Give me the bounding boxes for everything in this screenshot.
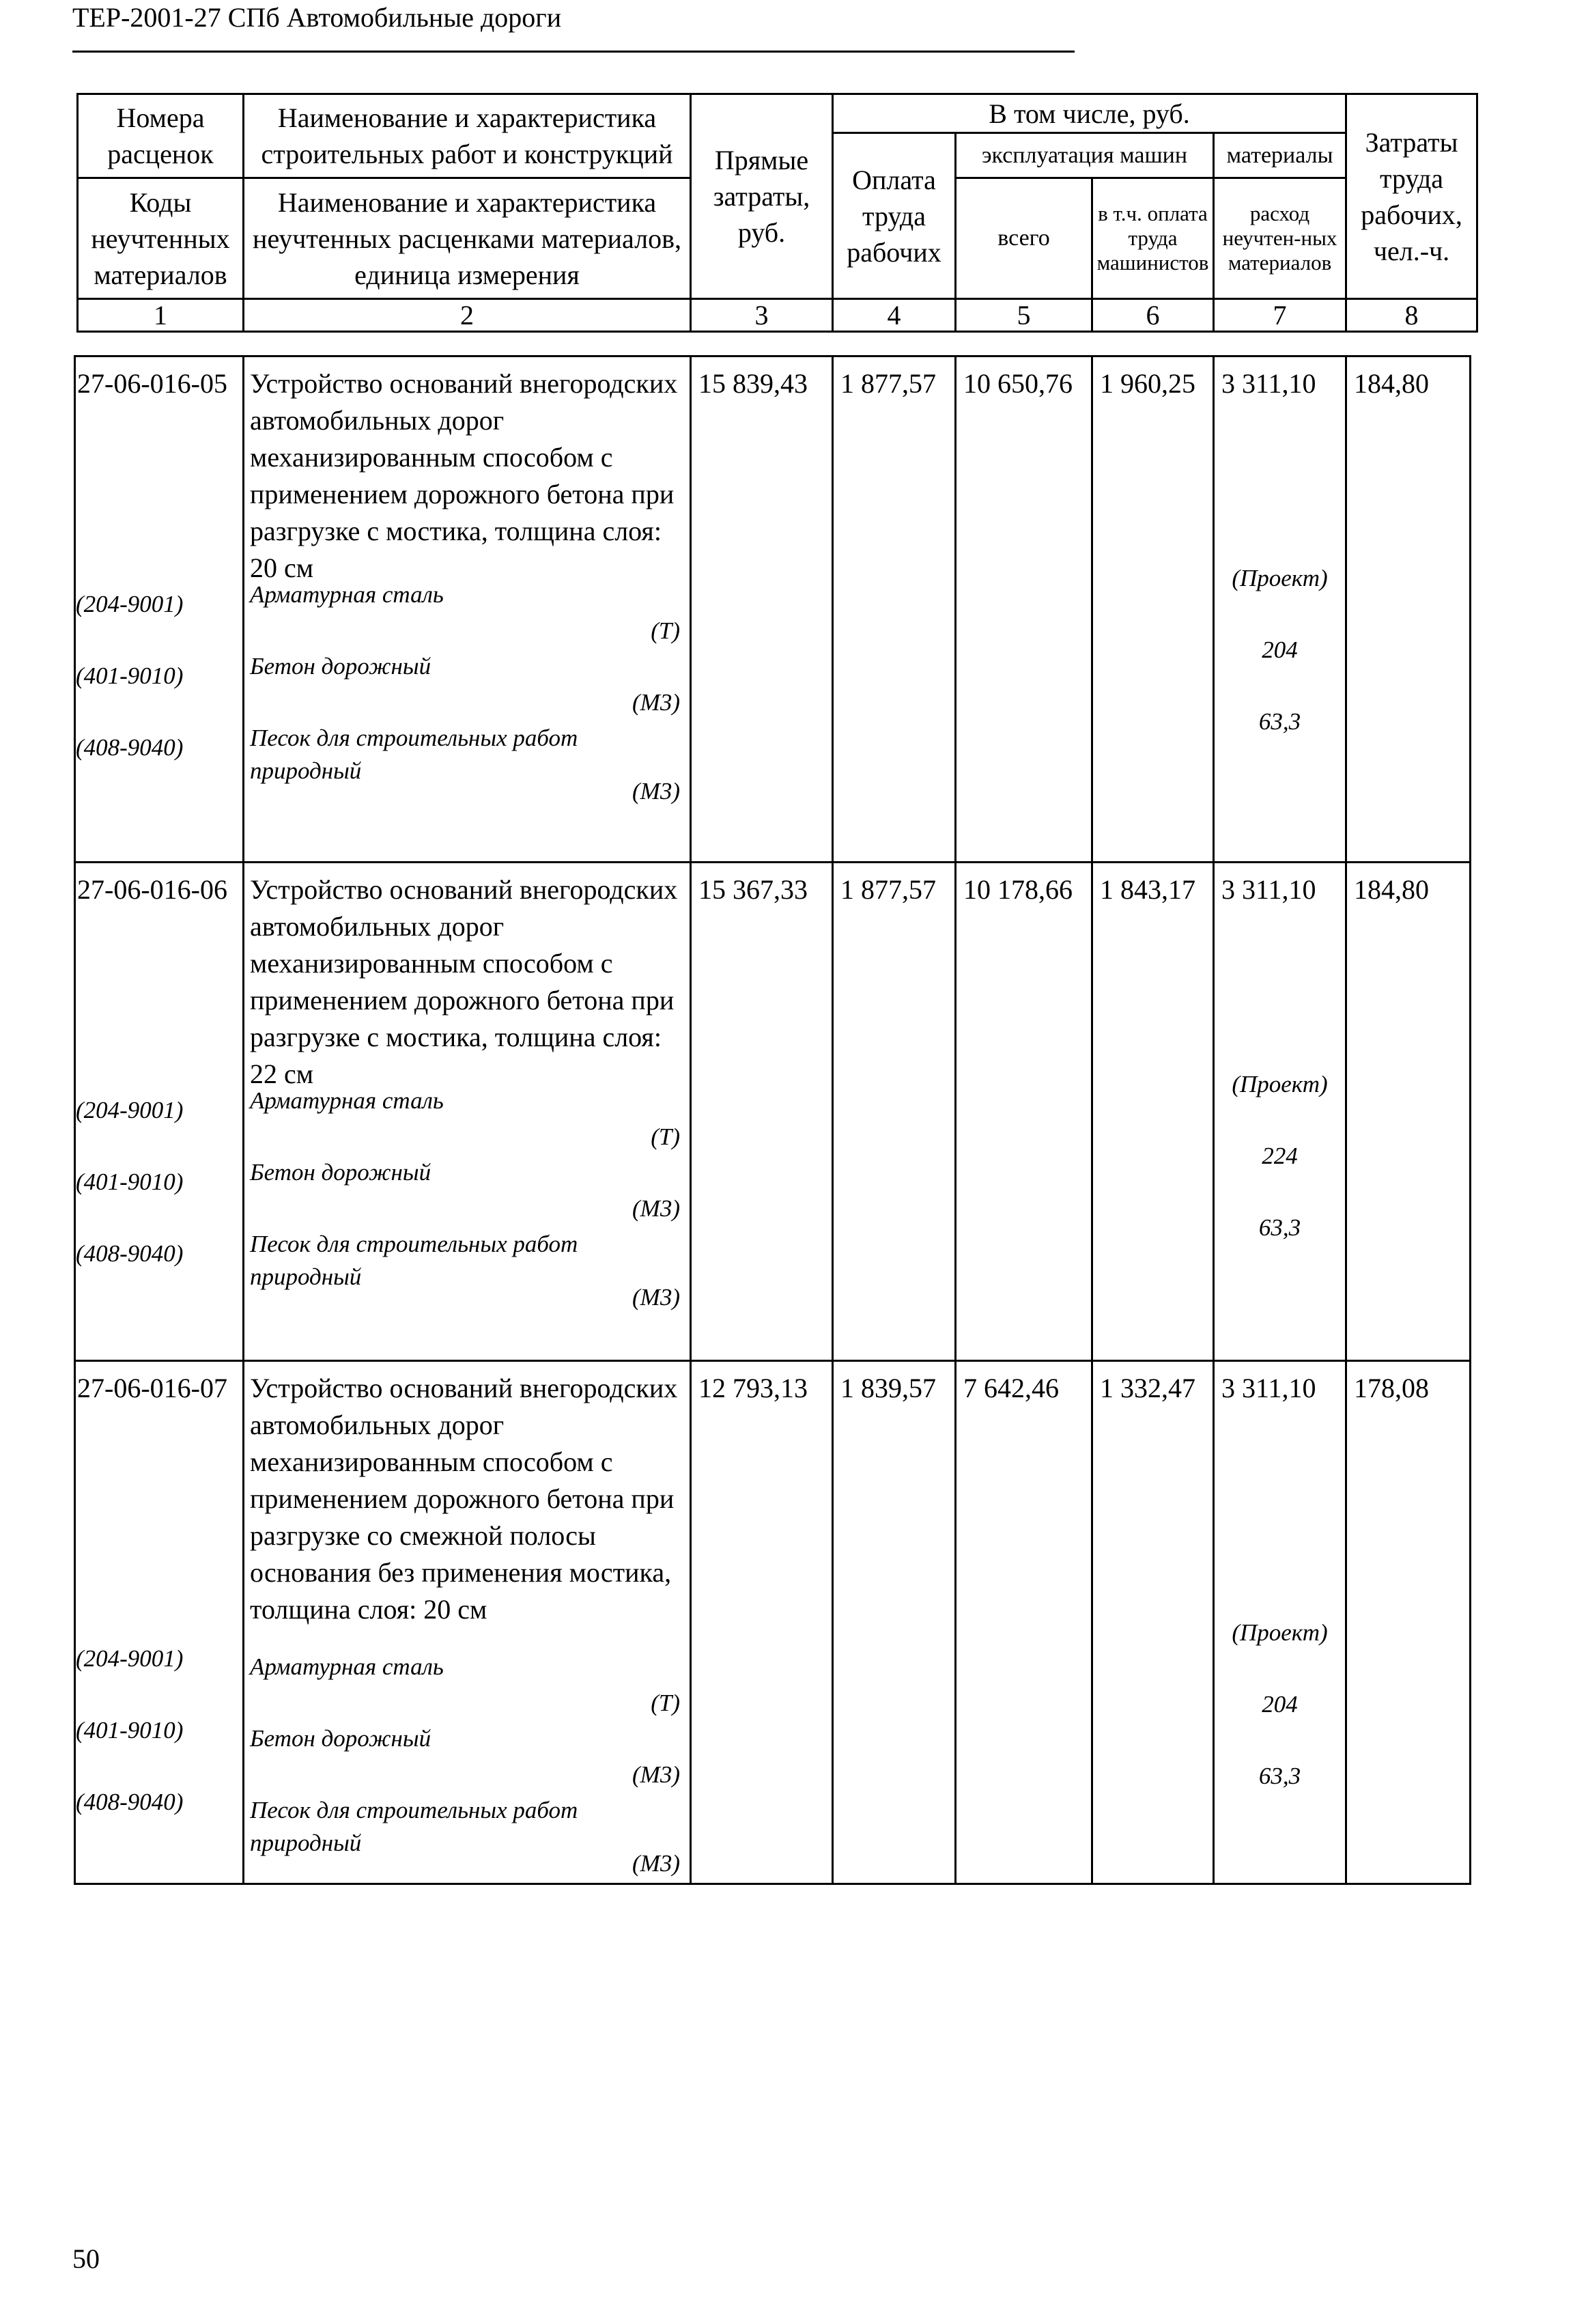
header-machines: эксплуатация машин [956, 133, 1214, 178]
rate-code-cell [75, 863, 244, 1361]
header-col2-bottom: Наименование и характеристика неучтенных расценками материалов, единица измерения [244, 178, 691, 299]
rate-code: 27-06-016-07 [77, 1373, 227, 1403]
header-num-6: 6 [1092, 299, 1214, 332]
header-col3: Прямые затраты, руб. [691, 94, 833, 299]
direct-cost: 12 793,13 [698, 1373, 808, 1403]
rate-name: Устройство оснований внегородских автомобильных дорог механизированным способом с применением дорожного бетона при разгрузке с мостика, толщина слоя: 20 см [250, 368, 678, 583]
header-num-8: 8 [1346, 299, 1477, 332]
material-amount: 204 [1262, 1691, 1298, 1718]
material-unit: (М3) [632, 1761, 680, 1788]
header-num-3: 3 [691, 299, 833, 332]
header-col2-top: Наименование и характеристика строительных работ и конструкций [244, 94, 691, 178]
header-col7: расход неучтен-ных материалов [1214, 178, 1346, 299]
material-code: (401-9010) [76, 662, 184, 689]
materials-cost: 3 311,10 [1221, 1373, 1316, 1403]
material-name: Бетон дорожный [250, 1725, 431, 1752]
material-amount: 63,3 [1258, 1214, 1301, 1241]
table-row [75, 1361, 1471, 1884]
material-unit: (М3) [632, 778, 680, 804]
direct-cost: 15 367,33 [698, 874, 808, 905]
rate-code-cell [75, 356, 244, 863]
material-unit: (М3) [632, 1284, 680, 1311]
material-name: Песок для строительных работ природный [250, 1797, 578, 1856]
header-col1-bottom: Коды неучтенных материалов [78, 178, 244, 299]
rates-table [74, 355, 1471, 1885]
material-code: (204-9001) [76, 1097, 184, 1123]
labor-hours: 184,80 [1354, 368, 1429, 399]
header-num-7: 7 [1214, 299, 1346, 332]
material-code: (204-9001) [76, 591, 184, 617]
machinists-cost: 1 960,25 [1100, 368, 1195, 399]
header-num-1: 1 [78, 299, 244, 332]
table-row [75, 356, 1471, 863]
material-name: Бетон дорожный [250, 1159, 431, 1186]
material-unit: (М3) [632, 1195, 680, 1222]
machines-total: 10 650,76 [963, 368, 1073, 399]
machines-total: 10 178,66 [963, 874, 1073, 905]
material-unit: (М3) [632, 689, 680, 716]
labor-hours: 184,80 [1354, 874, 1429, 905]
material-code: (401-9010) [76, 1717, 184, 1744]
rate-name: Устройство оснований внегородских автомобильных дорог механизированным способом с применением дорожного бетона при разгрузке со смежной полосы основания без применения мостика, толщина слоя: 20 см [250, 1373, 678, 1625]
material-code: (408-9040) [76, 734, 184, 761]
rate-code-cell [75, 1361, 244, 1884]
page-header: ТЕР-2001-27 СПб Автомобильные дороги [72, 2, 562, 33]
table-row [75, 863, 1471, 1361]
header-col8: Затраты труда рабочих, чел.-ч. [1346, 94, 1477, 299]
material-code: (408-9040) [76, 1789, 184, 1815]
header-col1-top: Номера расценок [78, 94, 244, 178]
material-amount: 204 [1262, 636, 1298, 663]
material-unit: (Т) [651, 1690, 680, 1716]
header-num-5: 5 [956, 299, 1092, 332]
material-name: Арматурная сталь [250, 1653, 444, 1680]
material-amount: 224 [1262, 1143, 1298, 1169]
header-col5: всего [956, 178, 1092, 299]
material-amount: 63,3 [1258, 708, 1301, 735]
header-col6: в т.ч. оплата труда машинистов [1092, 178, 1214, 299]
material-name: Арматурная сталь [250, 1087, 444, 1114]
material-name: Песок для строительных работ природный [250, 725, 578, 784]
rate-name-cell [244, 863, 691, 1361]
header-num-4: 4 [833, 299, 956, 332]
rate-code: 27-06-016-05 [77, 368, 227, 399]
page-number: 50 [72, 2243, 100, 2274]
header-group: В том числе, руб. [833, 94, 1346, 133]
material-unit: (М3) [632, 1850, 680, 1877]
material-unit: (Т) [651, 1123, 680, 1150]
materials-cost: 3 311,10 [1221, 368, 1316, 399]
rate-name-cell [244, 356, 691, 863]
material-name: Арматурная сталь [250, 581, 444, 608]
labor-cost: 1 839,57 [840, 1373, 936, 1403]
header-num-2: 2 [244, 299, 691, 332]
material-name: Песок для строительных работ природный [250, 1231, 578, 1290]
material-unit: (Т) [651, 617, 680, 644]
material-code: (204-9001) [76, 1645, 184, 1672]
material-amount: 63,3 [1258, 1763, 1301, 1789]
material-amount: (Проект) [1232, 1071, 1328, 1097]
header-materials: материалы [1214, 133, 1346, 178]
rate-code: 27-06-016-06 [77, 874, 227, 905]
header-rule [72, 51, 1075, 53]
material-name: Бетон дорожный [250, 653, 431, 680]
header-col4: Оплата труда рабочих [833, 133, 956, 299]
material-amount: (Проект) [1232, 1619, 1328, 1646]
labor-hours: 178,08 [1354, 1373, 1429, 1403]
labor-cost: 1 877,57 [840, 368, 936, 399]
material-code: (401-9010) [76, 1168, 184, 1195]
rate-name: Устройство оснований внегородских автомобильных дорог механизированным способом с применением дорожного бетона при разгрузке с мостика, толщина слоя: 22 см [250, 874, 678, 1089]
material-amount: (Проект) [1232, 565, 1328, 591]
table-header [76, 93, 1478, 333]
material-code: (408-9040) [76, 1240, 184, 1267]
machines-total: 7 642,46 [963, 1373, 1059, 1403]
direct-cost: 15 839,43 [698, 368, 808, 399]
machinists-cost: 1 332,47 [1100, 1373, 1195, 1403]
rate-name-cell [244, 1361, 691, 1884]
materials-cost: 3 311,10 [1221, 874, 1316, 905]
machinists-cost: 1 843,17 [1100, 874, 1195, 905]
labor-cost: 1 877,57 [840, 874, 936, 905]
